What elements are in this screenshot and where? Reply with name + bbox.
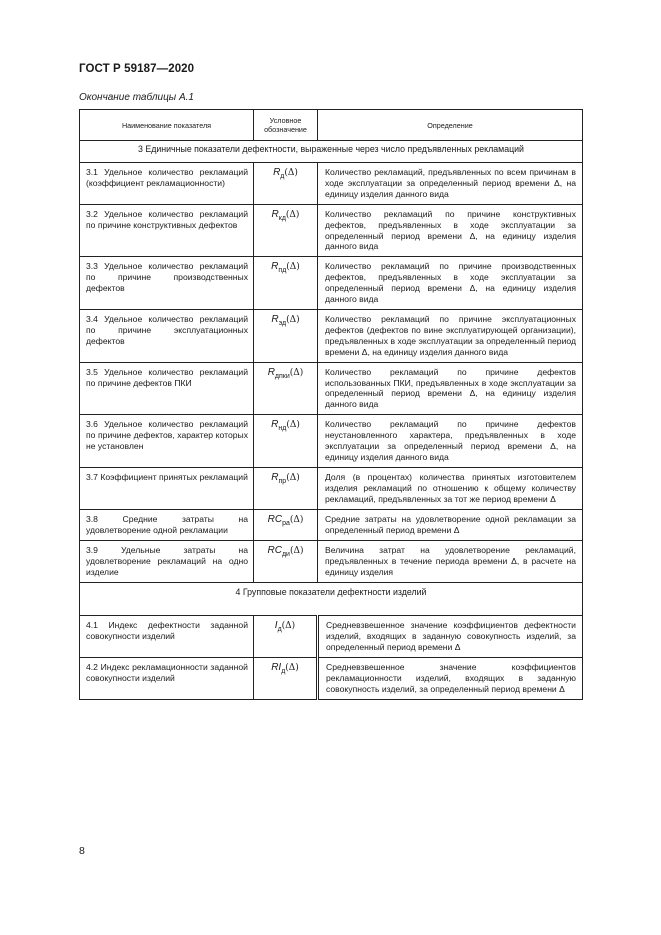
row-name: 3.4 Удельное количество рекламаций по причине эксплуатационных дефектов (80, 309, 254, 362)
symbol-argument: (Δ) (284, 168, 298, 178)
section-header (80, 141, 583, 163)
row-name: 3.9 Удельные затраты на удовлетворение рекламаций на одно изделие (80, 540, 254, 582)
symbol-letter: R (271, 261, 279, 273)
symbol-letter: R (267, 366, 275, 378)
symbol-subscript: нд (278, 425, 287, 433)
symbol-letter: RC (267, 544, 282, 556)
row-definition: Количество рекламаций, предъявленных по всем причинам в ходе эксплуатации за определенный период времени Δ, на единицу изделия данного вида (318, 163, 583, 205)
symbol-argument: (Δ) (289, 514, 304, 525)
symbol-argument: (Δ) (281, 620, 296, 631)
column-header-definition: Определение (318, 110, 583, 141)
column-header-symbol: Условное обозначение (254, 110, 318, 141)
row-symbol (254, 657, 318, 699)
table-header-row (80, 110, 583, 141)
row-definition: Количество рекламаций по причине дефектов неустановленного характера, предъявленных в ходе эксплуатации за определенный период времени Δ, на единицу изделия данного вида (318, 415, 583, 468)
table-row (80, 615, 583, 657)
symbol-subscript: пр (278, 477, 287, 485)
row-symbol (254, 163, 318, 205)
row-name: 3.8 Средние затраты на удовлетворение одной рекламации (80, 509, 254, 540)
row-definition: Количество рекламаций по причине производственных дефектов, предъявленных в ходе эксплуатации за определенный период времени Δ, на единицу изделия данного вида (318, 257, 583, 310)
row-name: 4.1 Индекс дефектности заданной совокупности изделий (80, 615, 254, 657)
symbol-argument: (Δ) (286, 262, 300, 273)
document-id: ГОСТ Р 59187—2020 (79, 63, 195, 75)
definitions-table (79, 109, 582, 700)
table-row (80, 362, 583, 415)
symbol-subscript: пд (278, 267, 287, 275)
symbol-letter: R (271, 471, 279, 483)
row-name: 3.3 Удельное количество рекламаций по причине производственных дефектов (80, 257, 254, 310)
row-symbol (254, 467, 318, 509)
symbol-letter: I (274, 619, 278, 631)
symbol-subscript: д (281, 667, 286, 675)
table-row (80, 540, 583, 582)
symbol-subscript: дпки (274, 372, 290, 380)
row-name: 3.6 Удельное количество рекламаций по причине дефектов, характер которых не установлен (80, 415, 254, 468)
symbol-argument: (Δ) (285, 209, 300, 220)
row-symbol (254, 509, 318, 540)
row-name: 3.7 Коэффициент принятых рекламаций (80, 467, 254, 509)
symbol-subscript: кд (278, 214, 286, 222)
symbol-subscript: д (280, 173, 285, 180)
row-definition: Количество рекламаций по причине эксплуатационных дефектов (дефектов по вине эксплуатирующей организации), предъявленных в ходе эксплуатации за определенный период времени Δ, на единицу изделия данного вида (318, 309, 583, 362)
table-row (80, 163, 583, 205)
row-definition: Доля (в процентах) количества принятых изготовителем изделия рекламаций по отношению к общему количеству рекламаций, предъявленных за тот же период времени Δ (318, 467, 583, 509)
symbol-letter: R (271, 313, 279, 325)
row-symbol (254, 257, 318, 310)
table-row (80, 257, 583, 310)
row-symbol (254, 615, 318, 657)
column-header-name: Наименование показателя (80, 110, 254, 141)
table-row (80, 467, 583, 509)
symbol-subscript: эд (278, 319, 287, 327)
section-header (80, 582, 583, 615)
row-definition: Количество рекламаций по причине конструктивных дефектов, предъявленных в ходе эксплуатации за определенный период времени Δ, на единицу изделия данного вида (318, 204, 583, 257)
symbol-letter: R (271, 208, 279, 220)
section-4-title: 4 Групповые показатели дефектности изделий (80, 582, 583, 615)
symbol-subscript: ди (281, 550, 290, 558)
row-symbol (254, 362, 318, 415)
table-row (80, 509, 583, 540)
symbol-argument: (Δ) (289, 545, 304, 556)
symbol-letter: R (273, 167, 281, 178)
row-name: 3.1 Удельное количество рекламаций (коэффициент рекламационности) (80, 163, 254, 205)
symbol-argument: (Δ) (286, 472, 300, 483)
symbol-subscript: д (277, 625, 282, 633)
table-row (80, 204, 583, 257)
row-name: 3.5 Удельное количество рекламаций по причине дефектов ПКИ (80, 362, 254, 415)
row-symbol (254, 204, 318, 257)
symbol-letter: R (271, 419, 279, 431)
row-definition: Количество рекламаций по причине дефектов использованных ПКИ, предъявленных в ходе эксплуатации за определенный период времени Δ, на единицу изделия данного вида (318, 362, 583, 415)
table-caption: Окончание таблицы А.1 (79, 92, 194, 103)
row-definition: Средние затраты на удовлетворение одной рекламации за определенный период времени Δ (318, 509, 583, 540)
page-number: 8 (79, 845, 85, 857)
symbol-letter: RC (267, 513, 283, 525)
symbol-argument: (Δ) (289, 367, 304, 378)
row-name: 3.2 Удельное количество рекламаций по причине конструктивных дефектов (80, 204, 254, 257)
symbol-letter: RI (271, 661, 282, 673)
section-3-title: 3 Единичные показатели дефектности, выраженные через число предъявленных рекламаций (80, 141, 583, 163)
table-row (80, 309, 583, 362)
table-row (80, 415, 583, 468)
row-definition: Средневзвешенное значение коэффициентов рекламационности изделий, входящих в заданную совокупность изделий, за определенный период времени Δ (318, 657, 583, 699)
symbol-argument: (Δ) (285, 662, 299, 673)
table-row (80, 657, 583, 699)
row-symbol (254, 540, 318, 582)
row-definition: Величина затрат на удовлетворение рекламаций, предъявленных в течение периода времени Δ, в расчете на единицу изделия (318, 540, 583, 582)
symbol-subscript: ра (282, 519, 290, 527)
symbol-argument: (Δ) (286, 314, 300, 325)
row-symbol (254, 415, 318, 468)
row-symbol (254, 309, 318, 362)
row-name: 4.2 Индекс рекламационности заданной совокупности изделий (80, 657, 254, 699)
symbol-argument: (Δ) (286, 420, 300, 431)
row-definition: Средневзвешенное значение коэффициентов дефектности изделий, входящих в заданную совокупность изделий, за определенный период времени Δ (318, 615, 583, 657)
